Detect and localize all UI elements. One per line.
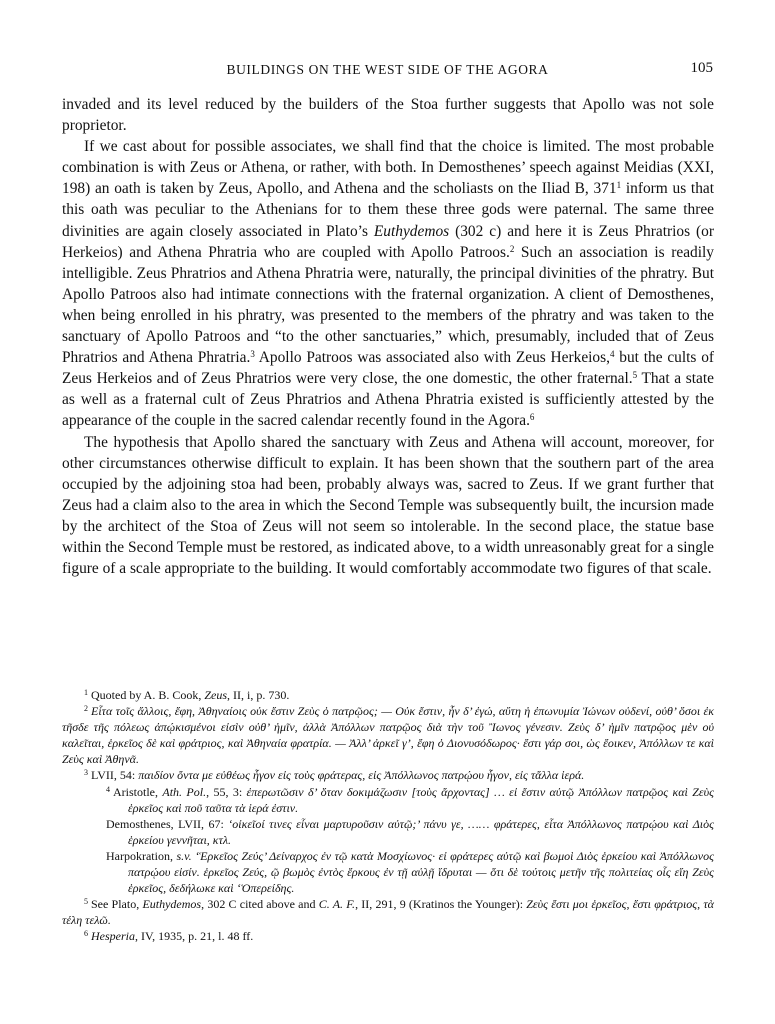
- greek-quotation: ‘Ἑρκεῖος Ζεύς’ Δείναρχος ἐν τῷ κατὰ Μοσχίωνος· εἰ φράτερες αὐτῷ καὶ βωμοὶ Διὸς ἑρκείου καὶ Ἀπόλλωνος πατρῴου εἰσίν. ἑρκεῖος Ζεύς, ῷ βωμὸς ἐντὸς ἕρκους ἐν τῇ αὐλῇ ἵδρυται — ὅτι δὲ τούτοις μετῆν τῆς πολιτείας οἷς εἴη Ζεὺς ἑρκεῖος, δεδήλωκε καὶ ‘Ὁπερείδης.: [128, 848, 715, 896]
- footnote-ref-1[interactable]: 1: [616, 180, 622, 191]
- text-run: , 302 C cited above and: [201, 897, 319, 912]
- footnote-ref-2[interactable]: 2: [509, 243, 515, 254]
- footnote-mark: 5: [84, 897, 88, 907]
- footnote-ref-3[interactable]: 3: [250, 349, 255, 360]
- running-title: BUILDINGS ON THE WEST SIDE OF THE AGORA: [226, 62, 549, 77]
- text-run: , IV, 1935, p. 21, l. 48 ff.: [135, 929, 254, 944]
- footnote-4-aristotle: [62, 784, 714, 816]
- footnote-mark: 6: [84, 929, 88, 939]
- footnote-ref-6[interactable]: 6: [529, 412, 535, 423]
- book-title-caf: C. A. F.: [318, 897, 356, 912]
- text-run: Quoted by A. B. Cook,: [91, 688, 205, 702]
- footnote-ref-5[interactable]: 5: [632, 370, 638, 381]
- footnote-mark: 2: [84, 704, 88, 714]
- page-number: 105: [690, 60, 713, 76]
- footnote-1: [62, 687, 714, 703]
- book-title-euthydemos: Euthydemos: [142, 897, 202, 912]
- greek-quotation: παιδίον ὄντα με εὐθέως ἦγον εἰς τοὺς φράτερας, εἰς Ἀπόλλωνος πατρῴου ἦγον, εἰς τἄλλα ἱερά.: [138, 768, 585, 783]
- text-run: , II, i, p. 730.: [227, 688, 290, 702]
- footnote-mark: 1: [84, 688, 88, 697]
- greek-quotation: ‘οἰκεῖοί τινες εἶναι μαρτυροῦσιν αὐτῷ;’ πάνυ γε, …… φράτερες, εἶτα Ἀπόλλωνος πατρῴου καὶ Διὸς ἑρκείου γεννῆται, κτλ.: [128, 816, 714, 847]
- text-run: inform us that this oath was peculiar to the Athenians for to them these three gods were paternal. The same three divinities are again closely associated in Plato’s: [62, 180, 714, 240]
- text-run: Apollo Patroos was associated also with Zeus Herkeios,: [254, 349, 610, 367]
- footnote-4-demosthenes: [62, 816, 714, 848]
- footnote-2: [62, 703, 714, 767]
- abbreviation-sv: s.v.: [176, 848, 192, 863]
- text-run: (302 c) and here it is Zeus Phratrios (or Herkeios) and Athena Phratria who are coupled with Apollo Patroos.: [62, 222, 714, 261]
- greek-quotation: Ζεὺς ἔστι μοι ἑρκεῖος, ἔστι φράτριος, τὰ τέλη τελῶ.: [62, 897, 714, 928]
- running-head: [62, 60, 713, 82]
- book-title-hesperia: Hesperia: [91, 929, 135, 944]
- text-run: LVII, 54:: [91, 768, 139, 783]
- text-run: See Plato,: [91, 897, 143, 912]
- book-title-euthydemos: Euthydemos: [373, 222, 450, 240]
- book-title-ath-pol: Ath. Pol.: [162, 784, 207, 799]
- book-title-zeus: Zeus: [204, 688, 228, 702]
- paragraph-1: invaded and its level reduced by the builders of the Stoa further suggests that Apollo was not sole proprietor.: [62, 96, 714, 135]
- paragraph-3: The hypothesis that Apollo shared the sanctuary with Zeus and Athena will account, moreover, for other circumstances otherwise difficult to explain. It has been shown that the southern part of the area occupied by the adjoining stoa had been, probably always was, sacred to Zeus. If we grant further that Zeus had a claim also to the area in which the Second Temple was subsequently built, the incursion made by the architect of the Stoa of Zeus will not seem so intolerable. In the second place, the statue base within the Second Temple must be restored, as indicated above, to a width unreasonably great for a single figure of a scale appropriate to the building. It would comfortably accommodate two figures of that scale.: [62, 433, 714, 578]
- text-run: Such an association is readily intelligible. Zeus Phratrios and Athena Phratria were, naturally, the principal divinities of the phratry. But Apollo Patroos also had intimate connections with the fraternal organization. A client of Demosthenes, when being enrolled in his phratry, was presented to the members of the phratry and was taken to the sanctuary of Apollo Patroos and “to the other sanctuaries,” which, presumably, included that of Zeus Phratrios and Athena Phratria.: [62, 243, 714, 367]
- paragraph-2: [62, 136, 714, 431]
- greek-quotation: ἐπερωτῶσιν δ’ ὅταν δοκιμάζωσιν [τοὺς ἄρχοντας] … εἰ ἔστιν αὐτῷ Ἀπόλλων πατρῷος καὶ Ζεὺς ἑρκεῖος καὶ ποῦ ταῦτα τὰ ἱερά ἐστιν.: [128, 784, 714, 815]
- text-run: , II, 291, 9 (Kratinos the Younger):: [355, 897, 527, 912]
- text-run: Aristotle,: [113, 784, 163, 799]
- footnote-ref-4[interactable]: 4: [609, 349, 615, 360]
- footnote-5: [62, 896, 714, 928]
- footnote-mark: 3: [84, 768, 88, 778]
- text-run: Harpokration,: [106, 848, 177, 863]
- footnotes: [62, 687, 714, 945]
- text-run: If we cast about for possible associates, we shall find that the choice is limited. The most probable combination is with Zeus or Athena, or rather, with both. In Demosthenes’ speech against Meidias (XXI, 198) an oath is taken by Zeus, Apollo, and Athena and the scholiasts on the Iliad B, 371: [62, 138, 714, 198]
- body-text: [62, 94, 714, 579]
- text-run: That a state as well as a fraternal cult of Zeus Phratrios and Athena Phratria existed is sufficiently attested by the appearance of the couple in the sacred calendar recently found in the Agora.: [62, 370, 714, 430]
- greek-quotation: Εἶτα τοῖς ἄλλοις, ἔφη, Ἀθηναίοις οὐκ ἔστιν Ζεὺς ὁ πατρῷος; — Οὐκ ἔστιν, ἦν δ’ ἐγώ, αὕτη ἡ ἐπωνυμία Ἰώνων οὐδενί, οὐθ’ ὅσοι ἐκ τῆσδε τῆς πόλεως ἀπῴκισμένοι εἰσὶν οὐθ’ ἡμῖν, ἀλλὰ Ἀπόλλων πατρῷος διὰ τὴν τοῦ Ἲωνος γένεσιν. Ζεὺς δ’ ἡμῖν πατρῷος μὲν οὐ καλεῖται, ἑρκεῖος δὲ καὶ φράτριος, καὶ Ἀθηναία φρατρία. — Ἀλλ’ ἀρκεῖ γ’, ἔφη ὁ Διονυσόδωρος· ἔστι γάρ σοι, ὡς ἔοικεν, Ἀπόλλων τε καὶ Ζεὺς καὶ Ἀθηνᾶ.: [62, 704, 714, 767]
- footnote-4-harpokration: [62, 848, 714, 896]
- text-run: Demosthenes, LVII, 67:: [106, 816, 229, 831]
- text-run: but the cults of Zeus Herkeios and of Zeus Phratrios were very close, the one domestic, the other fraternal.: [62, 349, 715, 388]
- footnote-mark: 4: [106, 784, 110, 794]
- footnote-6: [62, 928, 714, 944]
- footnote-3: [62, 767, 714, 783]
- text-run: , 55, 3:: [206, 784, 247, 799]
